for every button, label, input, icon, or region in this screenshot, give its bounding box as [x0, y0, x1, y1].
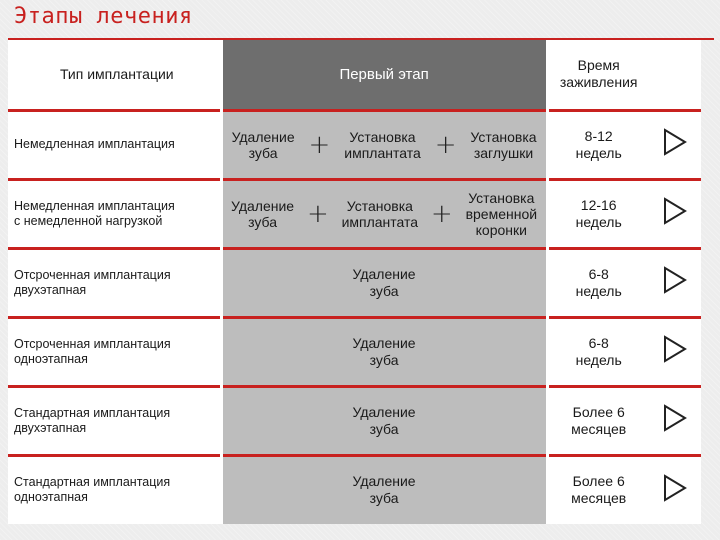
step-tooth-removal: Удаление зуба	[352, 473, 416, 507]
play-triangle-icon[interactable]	[662, 197, 688, 225]
header-arrow-column	[649, 40, 701, 110]
healing-time-value: 6-8 недель	[575, 334, 622, 368]
healing-time-value: Более 6 месяцев	[571, 403, 627, 437]
plus-icon: +	[308, 129, 331, 160]
healing-time-value: Более 6 месяцев	[571, 473, 627, 507]
row-stage	[221, 248, 547, 317]
play-triangle-icon[interactable]	[662, 128, 688, 156]
row-healing-time	[547, 248, 649, 317]
play-triangle-icon[interactable]	[662, 335, 688, 363]
header-type: Тип имплантации	[59, 65, 174, 82]
row-type: Немедленная имплантация	[8, 110, 221, 179]
plus-icon: +	[434, 129, 457, 160]
table-row	[8, 179, 701, 248]
step-tooth-removal: Удаление зуба	[352, 334, 416, 368]
step-temporary-crown: Установка временной коронки	[465, 189, 538, 238]
row-type: Отсроченная имплантация двухэтапная	[8, 248, 221, 317]
header-healing-time: Время заживления	[559, 57, 638, 91]
row-stage	[221, 455, 547, 524]
treatment-stages-table	[8, 40, 701, 524]
table-header-row	[8, 40, 701, 110]
row-type: Отсроченная имплантация одноэтапная	[8, 317, 221, 386]
row-arrow[interactable]	[649, 386, 701, 455]
row-type: Стандартная имплантация одноэтапная	[8, 455, 221, 524]
play-triangle-icon[interactable]	[662, 474, 688, 502]
row-type: Немедленная имплантация с немедленной нагрузкой	[8, 179, 221, 248]
row-arrow[interactable]	[649, 455, 701, 524]
row-stage	[221, 386, 547, 455]
plus-icon: +	[306, 198, 329, 229]
row-arrow[interactable]	[649, 110, 701, 179]
row-healing-time	[547, 455, 649, 524]
play-triangle-icon[interactable]	[662, 266, 688, 294]
step-cap-install: Установка заглушки	[470, 128, 537, 161]
step-implant-install: Установка имплантата	[344, 128, 421, 161]
row-stage	[221, 317, 547, 386]
row-arrow[interactable]	[649, 248, 701, 317]
row-healing-time	[547, 386, 649, 455]
step-tooth-removal: Удаление зуба	[231, 197, 295, 230]
step-implant-install: Установка имплантата	[341, 197, 419, 230]
row-stage	[221, 179, 547, 248]
page-title: Этапы лечения	[14, 4, 193, 29]
table-row	[8, 386, 701, 455]
header-first-stage: Первый этап	[221, 40, 547, 110]
healing-time-value: 6-8 недель	[575, 265, 622, 299]
row-stage	[221, 110, 547, 179]
row-arrow[interactable]	[649, 317, 701, 386]
row-type: Стандартная имплантация двухэтапная	[8, 386, 221, 455]
row-healing-time	[547, 317, 649, 386]
table-row	[8, 248, 701, 317]
plus-icon: +	[430, 198, 453, 229]
step-tooth-removal: Удаление зуба	[352, 403, 416, 437]
table-row	[8, 455, 701, 524]
step-tooth-removal: Удаление зуба	[352, 265, 416, 299]
row-healing-time	[547, 110, 649, 179]
table-row	[8, 317, 701, 386]
row-healing-time	[547, 179, 649, 248]
healing-time-value: 8-12 недель	[575, 127, 622, 161]
play-triangle-icon[interactable]	[662, 404, 688, 432]
row-arrow[interactable]	[649, 179, 701, 248]
step-tooth-removal: Удаление зуба	[231, 128, 295, 161]
table-row	[8, 110, 701, 179]
healing-time-value: 12-16 недель	[575, 196, 622, 230]
